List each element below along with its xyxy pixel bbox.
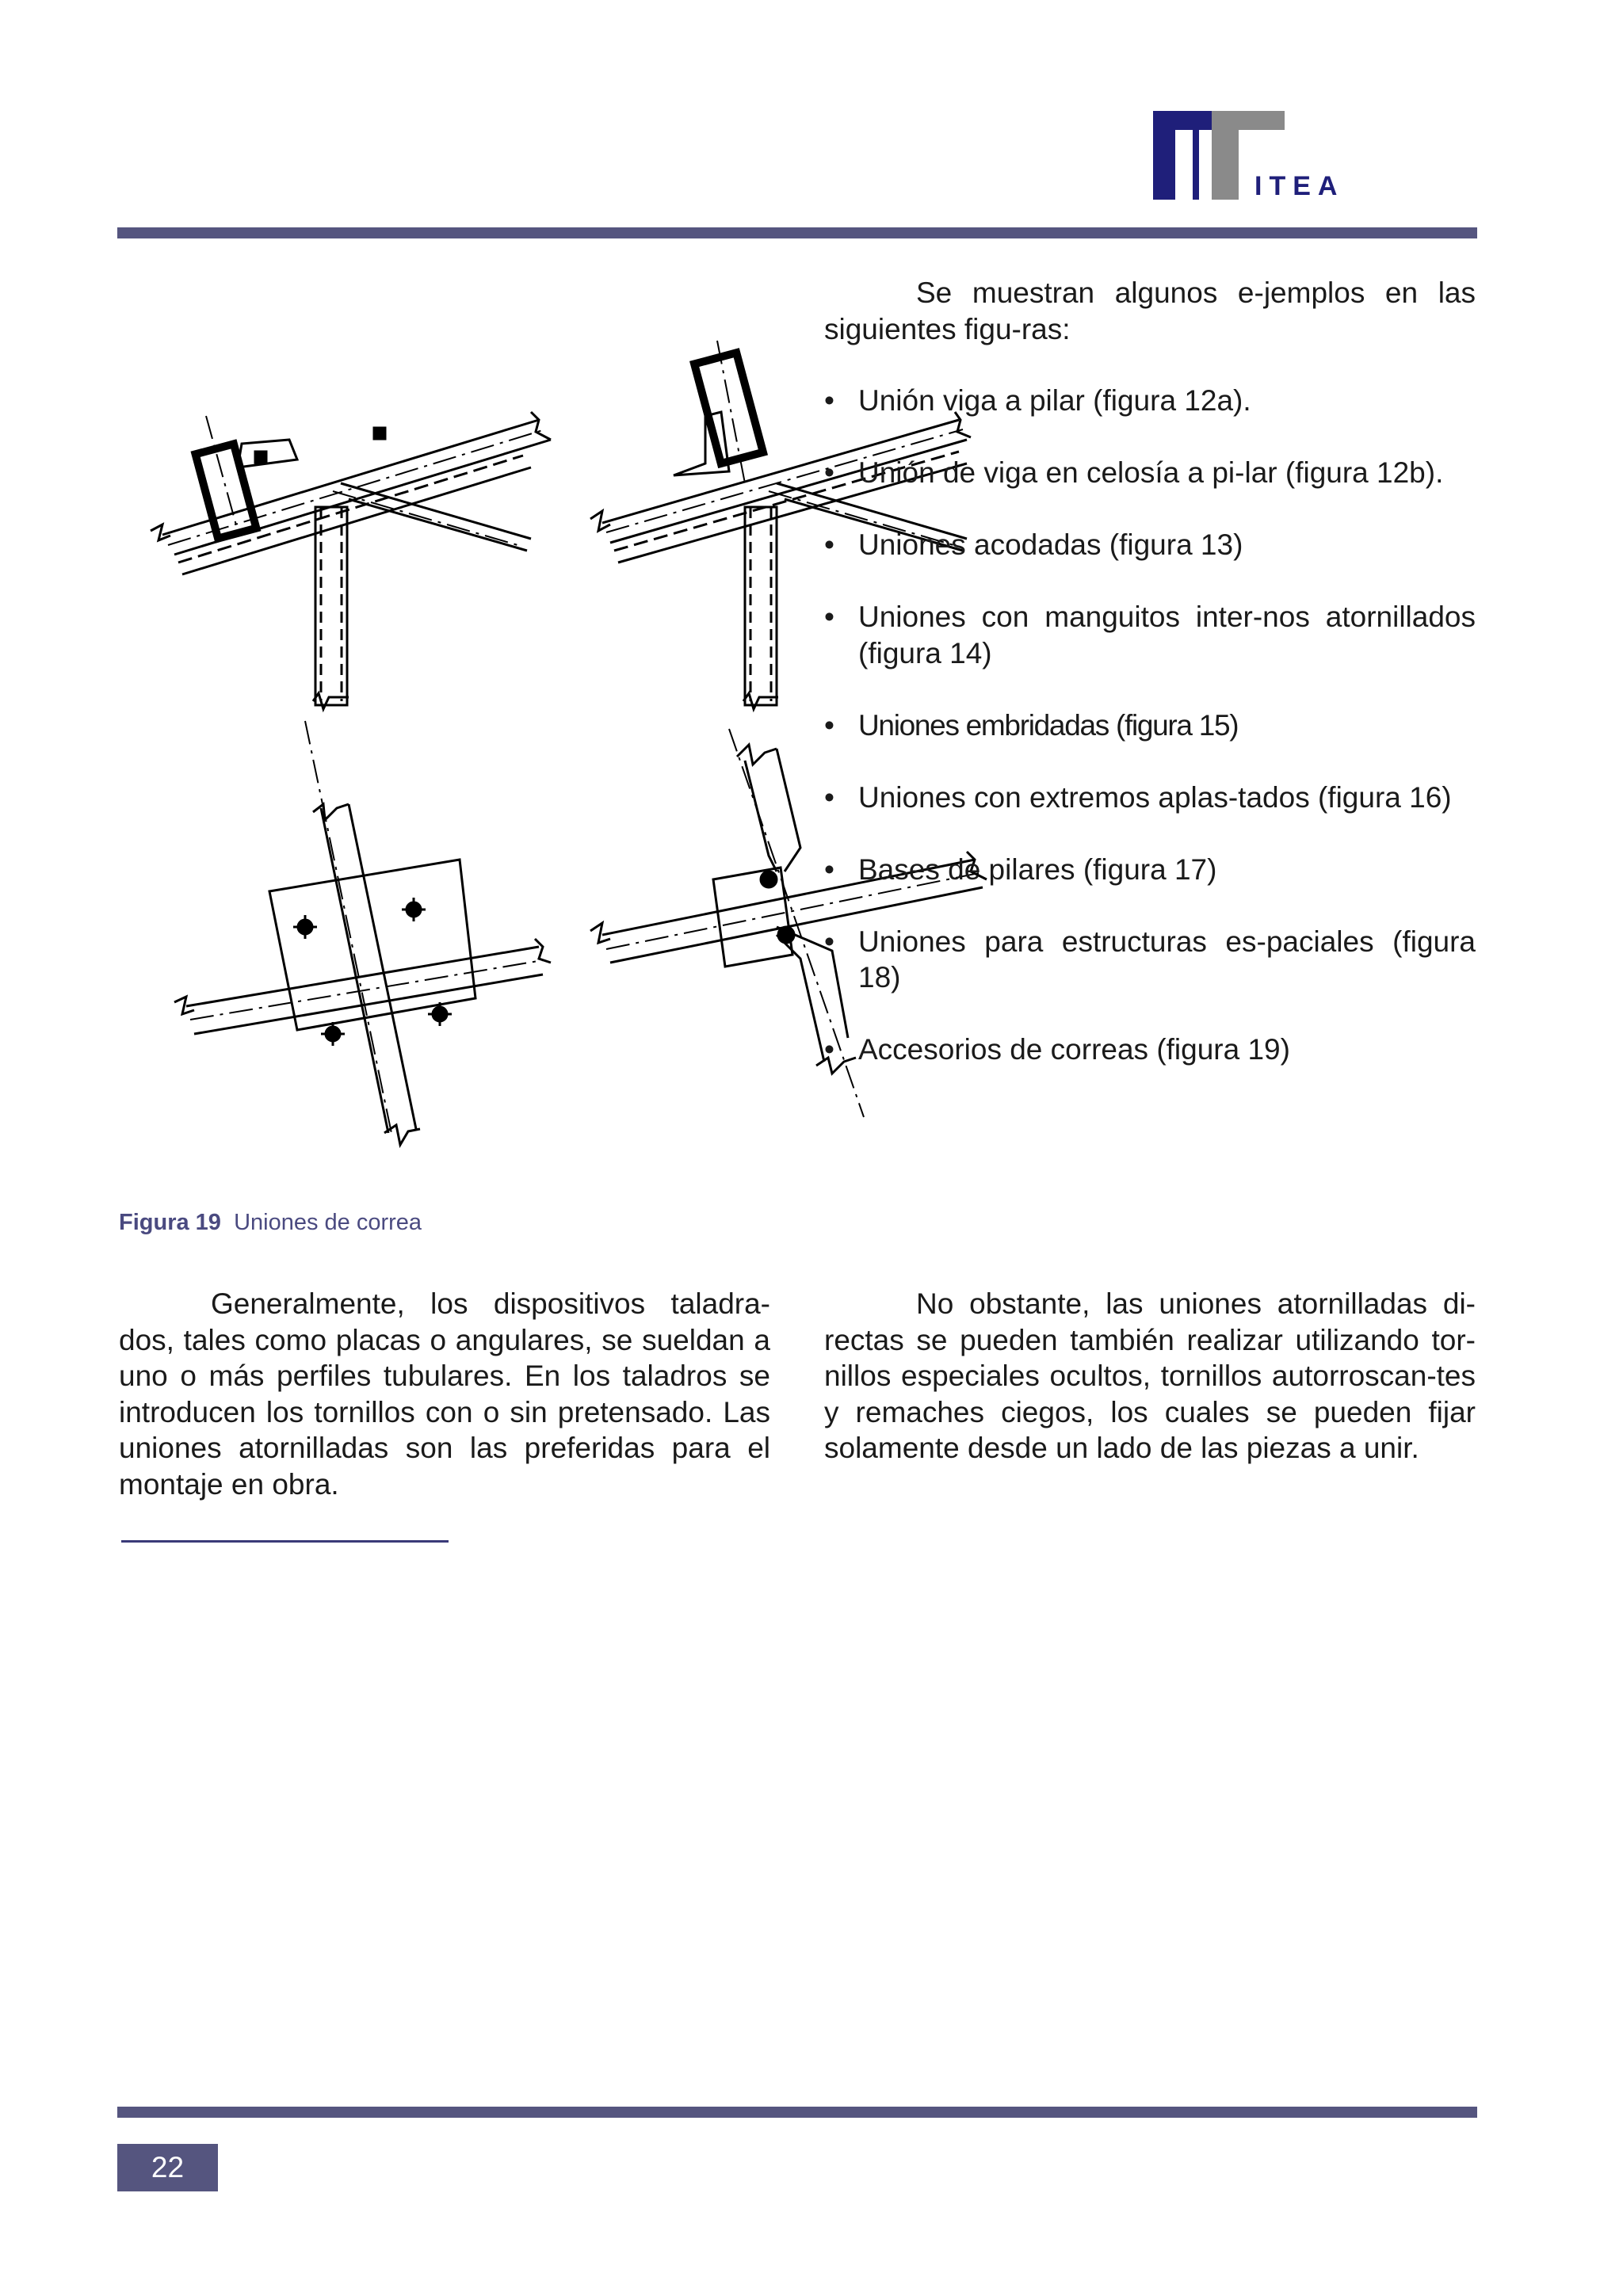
figure-top-left: [151, 412, 551, 709]
intro-paragraph: Se muestran algunos e-jemplos en las siguientes figu-ras:: [824, 277, 1476, 345]
list-item: • Unión de viga en celosía a pi-lar (figura 12b).: [824, 456, 1444, 489]
list-item: • Uniones acodadas (figura 13): [824, 528, 1243, 561]
right-column: [824, 275, 1476, 1104]
figure-list: [824, 383, 1476, 1068]
paragraph-right: No obstante, las uniones atornilladas di-rectas se pueden también realizar utilizando tor-nillos especiales ocultos, tornillos autorroscan-tes y remaches ciegos, los cuales se pueden fijar solamente desde un lado de las piezas a unir.: [824, 1287, 1476, 1464]
list-item: • Uniones con manguitos inter-nos atornillados (figura 14): [824, 601, 1476, 669]
list-item: • Uniones con extremos aplas-tados (figura 16): [824, 780, 1452, 814]
list-item: • Uniones para estructuras es-paciales (figura 18): [824, 925, 1476, 994]
list-item: • Bases de pilares (figura 17): [824, 852, 1217, 886]
figure-bottom-left: [174, 721, 551, 1145]
list-item: • Accesorios de correas (figura 19): [824, 1033, 1290, 1066]
logo-text: ITEA: [1254, 171, 1345, 201]
header-rule: [117, 227, 1477, 238]
footnote-separator: [121, 1540, 449, 1543]
list-item: • Uniones embridadas (figura 15): [824, 708, 1239, 742]
page-number: 22: [117, 2144, 218, 2191]
figure-caption-label: Figura 19: [119, 1210, 221, 1235]
paragraph-left: Generalmente, los dispositivos taladra-dos, tales como placas o angulares, se sueldan a uno o más perfiles tubulares. En los taladros se introducen los tornillos con o sin pretensado. Las uniones atornilladas son las preferidas para el montaje en obra.: [119, 1287, 770, 1501]
figure-caption-text: Uniones de correa: [234, 1210, 422, 1235]
figure-caption: [119, 1210, 422, 1236]
footer-rule: [117, 2107, 1477, 2118]
list-item: • Unión viga a pilar (figura 12a).: [824, 384, 1251, 417]
